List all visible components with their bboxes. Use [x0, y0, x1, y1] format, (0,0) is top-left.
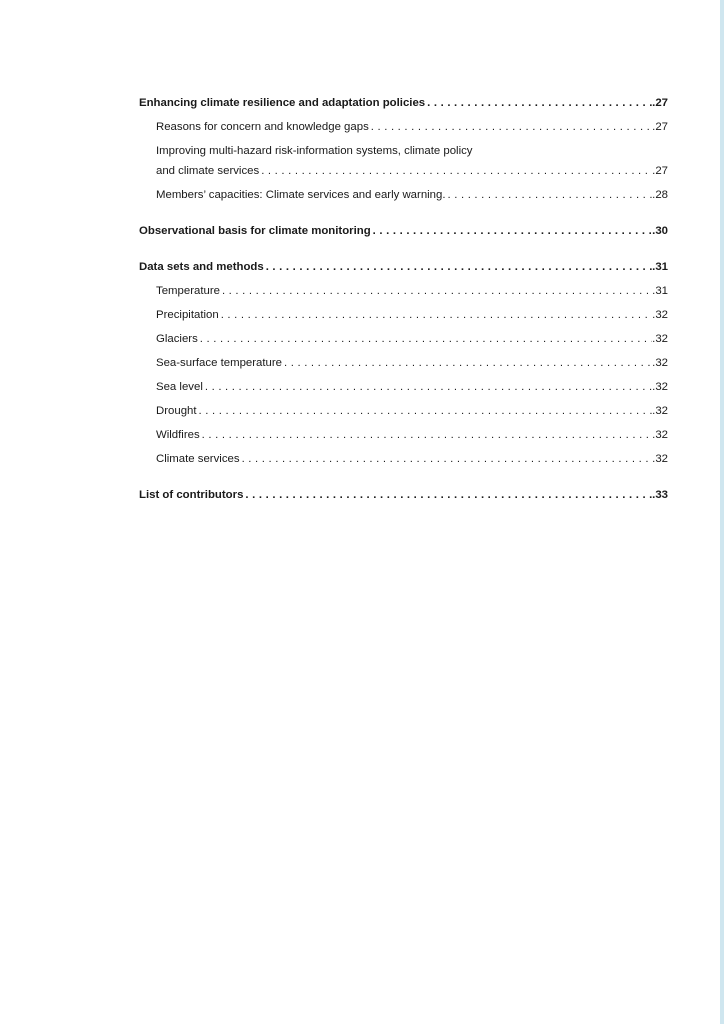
toc-entry-title: Observational basis for climate monitoring — [139, 225, 371, 237]
toc-entry-title: Enhancing climate resilience and adaptation policies — [139, 97, 426, 109]
toc-entry-title: and climate services — [156, 165, 260, 177]
toc-entry-members-capacities[interactable] — [139, 188, 668, 202]
toc-entry-page: .28 — [652, 189, 668, 201]
toc-entry-title: Sea-surface temperature — [156, 357, 282, 369]
toc-leader-dots — [369, 120, 652, 134]
toc-entry-enhancing-climate-resilience[interactable] — [139, 96, 668, 110]
toc-entry-title: Drought — [156, 405, 197, 417]
toc-leader-dots — [219, 308, 652, 322]
toc-entry-title: List of contributors — [139, 489, 244, 501]
toc-entry-page: .27 — [652, 121, 668, 133]
toc-entry-sea-level[interactable] — [139, 380, 668, 394]
toc-entry-page: .32 — [652, 333, 668, 345]
page-edge-band — [720, 0, 724, 1024]
table-of-contents — [139, 96, 668, 502]
toc-entry-title: Reasons for concern and knowledge gaps — [156, 121, 369, 133]
toc-entry-improving-multi-hazard[interactable] — [139, 144, 668, 178]
toc-entry-page: .32 — [652, 429, 668, 441]
toc-leader-dots — [264, 260, 652, 274]
toc-entry-temperature[interactable] — [139, 284, 668, 298]
toc-entry-title: Temperature — [156, 285, 220, 297]
toc-leader-dots — [198, 332, 652, 346]
toc-leader-dots — [446, 188, 653, 202]
toc-entry-page: .27 — [652, 165, 668, 177]
toc-leader-dots — [203, 380, 652, 394]
toc-entry-page: .32 — [652, 453, 668, 465]
toc-leader-dots — [197, 404, 653, 418]
toc-leader-dots — [425, 96, 652, 110]
toc-entry-title: Precipitation — [156, 309, 219, 321]
toc-entry-page: .31 — [652, 285, 668, 297]
toc-entry-precipitation[interactable] — [139, 308, 668, 322]
toc-entry-title: Data sets and methods — [139, 261, 264, 273]
toc-entry-page: .33 — [652, 489, 668, 501]
toc-entry-data-sets-and-methods[interactable] — [139, 260, 668, 274]
toc-entry-title: Wildfires — [156, 429, 200, 441]
toc-entry-drought[interactable] — [139, 404, 668, 418]
toc-entry-glaciers[interactable] — [139, 332, 668, 346]
toc-entry-title: Glaciers — [156, 333, 198, 345]
toc-leader-dots — [371, 224, 652, 238]
toc-leader-dots — [240, 452, 653, 466]
toc-leader-dots — [200, 428, 652, 442]
toc-entry-wildfires[interactable] — [139, 428, 668, 442]
toc-entry-title: Sea level — [156, 381, 203, 393]
toc-entry-title: Members’ capacities: Climate services and early warning. — [156, 189, 446, 201]
toc-leader-dots — [259, 164, 652, 178]
toc-entry-page: .27 — [652, 97, 668, 109]
toc-entry-page: .32 — [652, 357, 668, 369]
toc-entry-sea-surface-temperature[interactable] — [139, 356, 668, 370]
toc-entry-page: .32 — [652, 309, 668, 321]
toc-entry-title-line1: Improving multi-hazard risk-information systems, climate policy — [156, 145, 473, 157]
toc-entry-page: .30 — [652, 225, 668, 237]
toc-entry-observational-basis[interactable] — [139, 224, 668, 238]
toc-entry-reasons-for-concern[interactable] — [139, 120, 668, 134]
toc-entry-title: Climate services — [156, 453, 240, 465]
toc-leader-dots — [243, 488, 652, 502]
toc-leader-dots — [282, 356, 652, 370]
toc-entry-list-of-contributors[interactable] — [139, 488, 668, 502]
toc-leader-dots — [220, 284, 652, 298]
toc-entry-climate-services[interactable] — [139, 452, 668, 466]
toc-entry-page: .32 — [652, 405, 668, 417]
toc-entry-page: .32 — [652, 381, 668, 393]
toc-entry-page: .31 — [652, 261, 668, 273]
